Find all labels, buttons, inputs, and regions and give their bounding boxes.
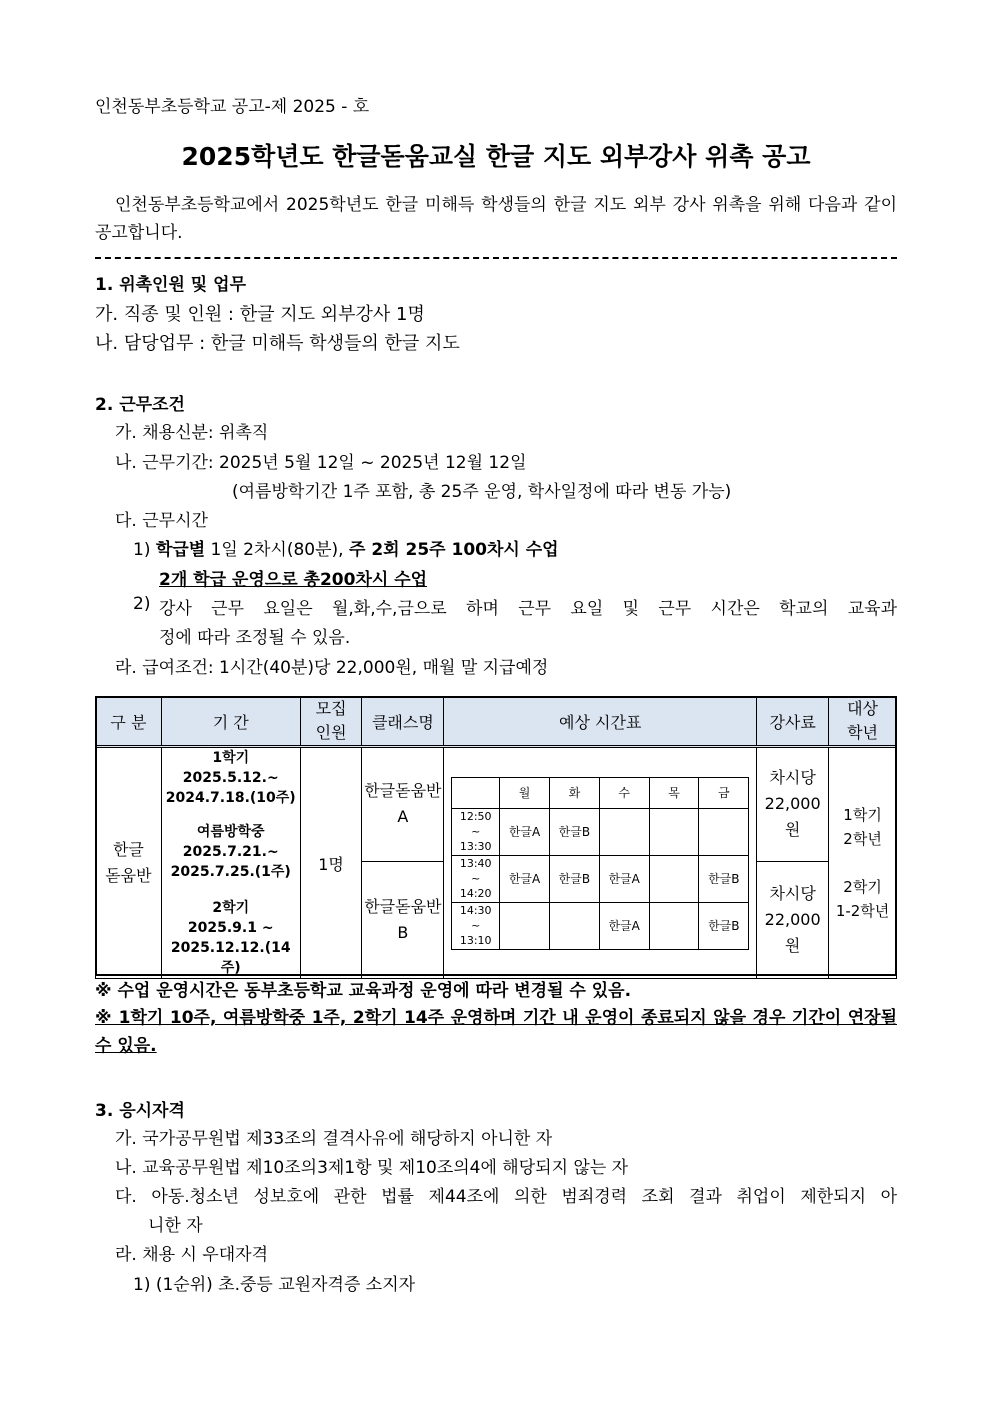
section-3-item-d1: 1) (1순위) 초.중등 교원자격증 소지자: [133, 1275, 416, 1295]
schedule-cell-item: 한글B: [699, 902, 749, 949]
work-hours-total: 2개 학급 운영으로 총200차시 수업: [159, 570, 428, 590]
schedule-row: [452, 902, 749, 949]
schedule-cell-item: 한글B: [549, 808, 599, 855]
section-3-item-c-line2: 니한 자: [148, 1216, 203, 1236]
schedule-cell-item: 한글A: [599, 855, 649, 902]
intro-paragraph: 인천동부초등학교에서 2025학년도 한글 미해득 학생들의 한글 지도 외부 강사 위촉을 위해 다음과 같이 공고합니다.: [95, 195, 897, 243]
work-hours-item-2-line1: 강사 근무 요일은 월,화,수,금으로 하며 근무 요일 및 근무 시간은 학교의 교육과: [159, 599, 897, 619]
section-3-item-b: 나. 교육공무원법 제10조의3제1항 및 제10조의4에 해당되지 않는 자: [115, 1158, 629, 1178]
section-2-item-b-note: (여름방학기간 1주 포함, 총 25주 운영, 학사일정에 따라 변동 가능): [232, 482, 732, 502]
work-hours-item-2-num: 2): [133, 594, 151, 614]
day-fri: 금: [699, 777, 749, 808]
page-title: 2025학년도 한글돋움교실 한글 지도 외부강사 위촉 공고: [181, 142, 811, 171]
header-target: 대상 학년: [829, 697, 897, 747]
class-b-cell: 한글돋움반 B: [362, 861, 444, 978]
time-slot: 12:50 ~ 13:30: [452, 808, 500, 855]
time-slot: 14:30 ~ 13:10: [452, 902, 500, 949]
header-schedule: 예상 시간표: [444, 697, 757, 747]
class-a-cell: 한글돋움반 A: [362, 747, 444, 862]
schedule-table: [451, 777, 749, 950]
header-period: 기 간: [161, 697, 300, 747]
section-3-item-a: 가. 국가공무원법 제33조의 결격사유에 해당하지 아니한 자: [115, 1129, 553, 1149]
section-2-heading: 2. 근무조건: [95, 395, 185, 415]
fee-b-cell: 차시당 22,000원: [757, 861, 829, 978]
note-1: ※ 수업 운영시간은 동부초등학교 교육과정 운영에 따라 변경될 수 있음.: [95, 981, 632, 1001]
schedule-cell-item: [649, 902, 699, 949]
category-cell: 한글 돋움반: [96, 747, 162, 979]
recruitment-table: [95, 696, 897, 979]
section-1-item-a: 가. 직종 및 인원 : 한글 지도 외부강사 1명: [95, 304, 425, 325]
note-2: ※ 1학기 10주, 여름방학중 1주, 2학기 14주 운영하며 기간 내 운영이 종료되지 않을 경우 기간이 연장될 수 있음.: [95, 1008, 897, 1056]
work-hours-item-2-line2: 정에 따라 조정될 수 있음.: [159, 628, 351, 648]
schedule-cell-item: [500, 902, 550, 949]
schedule-cell-item: [699, 808, 749, 855]
period-cell: 1학기 2025.5.12.~ 2024.7.18.(10주) 여름방학중 2025.7.21.~ 2025.7.25.(1주) 2학기 2025.9.1 ~ 2025.12.12.(14주): [161, 747, 300, 979]
count-cell: 1명: [300, 747, 362, 979]
section-1-heading: 1. 위촉인원 및 업무: [95, 275, 246, 295]
schedule-cell-item: [649, 808, 699, 855]
section-3-item-c-line1: 다. 아동.청소년 성보호에 관한 법률 제44조에 의한 범죄경력 조회 결과 취업이 제한되지 아: [115, 1187, 897, 1207]
target-cell: 1학기 2학년 2학기 1-2학년: [829, 747, 897, 979]
schedule-cell-item: [549, 902, 599, 949]
day-thu: 목: [649, 777, 699, 808]
schedule-cell: [444, 747, 757, 979]
day-mon: 월: [500, 777, 550, 808]
fee-a-cell: 차시당 22,000원: [757, 747, 829, 862]
schedule-header: [452, 777, 749, 808]
schedule-cell-item: 한글A: [500, 855, 550, 902]
day-tue: 화: [549, 777, 599, 808]
notice-number: 인천동부초등학교 공고-제 2025 - 호: [95, 97, 370, 117]
header-count: 모집 인원: [300, 697, 362, 747]
header-class: 클래스명: [362, 697, 444, 747]
schedule-cell-item: 한글A: [599, 902, 649, 949]
section-3-item-d: 라. 채용 시 우대자격: [115, 1245, 268, 1265]
schedule-cell-item: 한글A: [500, 808, 550, 855]
schedule-cell-item: [599, 808, 649, 855]
schedule-cell-item: 한글B: [549, 855, 599, 902]
section-2-item-c: 다. 근무시간: [115, 511, 208, 531]
day-wed: 수: [599, 777, 649, 808]
section-2-item-a: 가. 채용신분: 위촉직: [115, 423, 269, 443]
time-slot: 13:40 ~ 14:20: [452, 855, 500, 902]
header-category: 구 분: [96, 697, 162, 747]
section-1-item-b: 나. 담당업무 : 한글 미해득 학생들의 한글 지도: [95, 333, 460, 354]
section-2-item-d: 라. 급여조건: 1시간(40분)당 22,000원, 매월 말 지급예정: [115, 658, 549, 678]
schedule-cell-item: 한글B: [699, 855, 749, 902]
dashed-divider: [95, 257, 897, 259]
section-3-heading: 3. 응시자격: [95, 1101, 185, 1121]
schedule-row: [452, 808, 749, 855]
table-header-row: [96, 697, 897, 747]
header-fee: 강사료: [757, 697, 829, 747]
section-2-item-b: 나. 근무기간: 2025년 5월 12일 ~ 2025년 12월 12일: [115, 453, 527, 473]
work-hours-item-1: 1) 학급별 1일 2차시(80분), 주 2회 25주 100차시 수업: [133, 540, 559, 560]
schedule-cell-item: [649, 855, 699, 902]
schedule-row: [452, 855, 749, 902]
